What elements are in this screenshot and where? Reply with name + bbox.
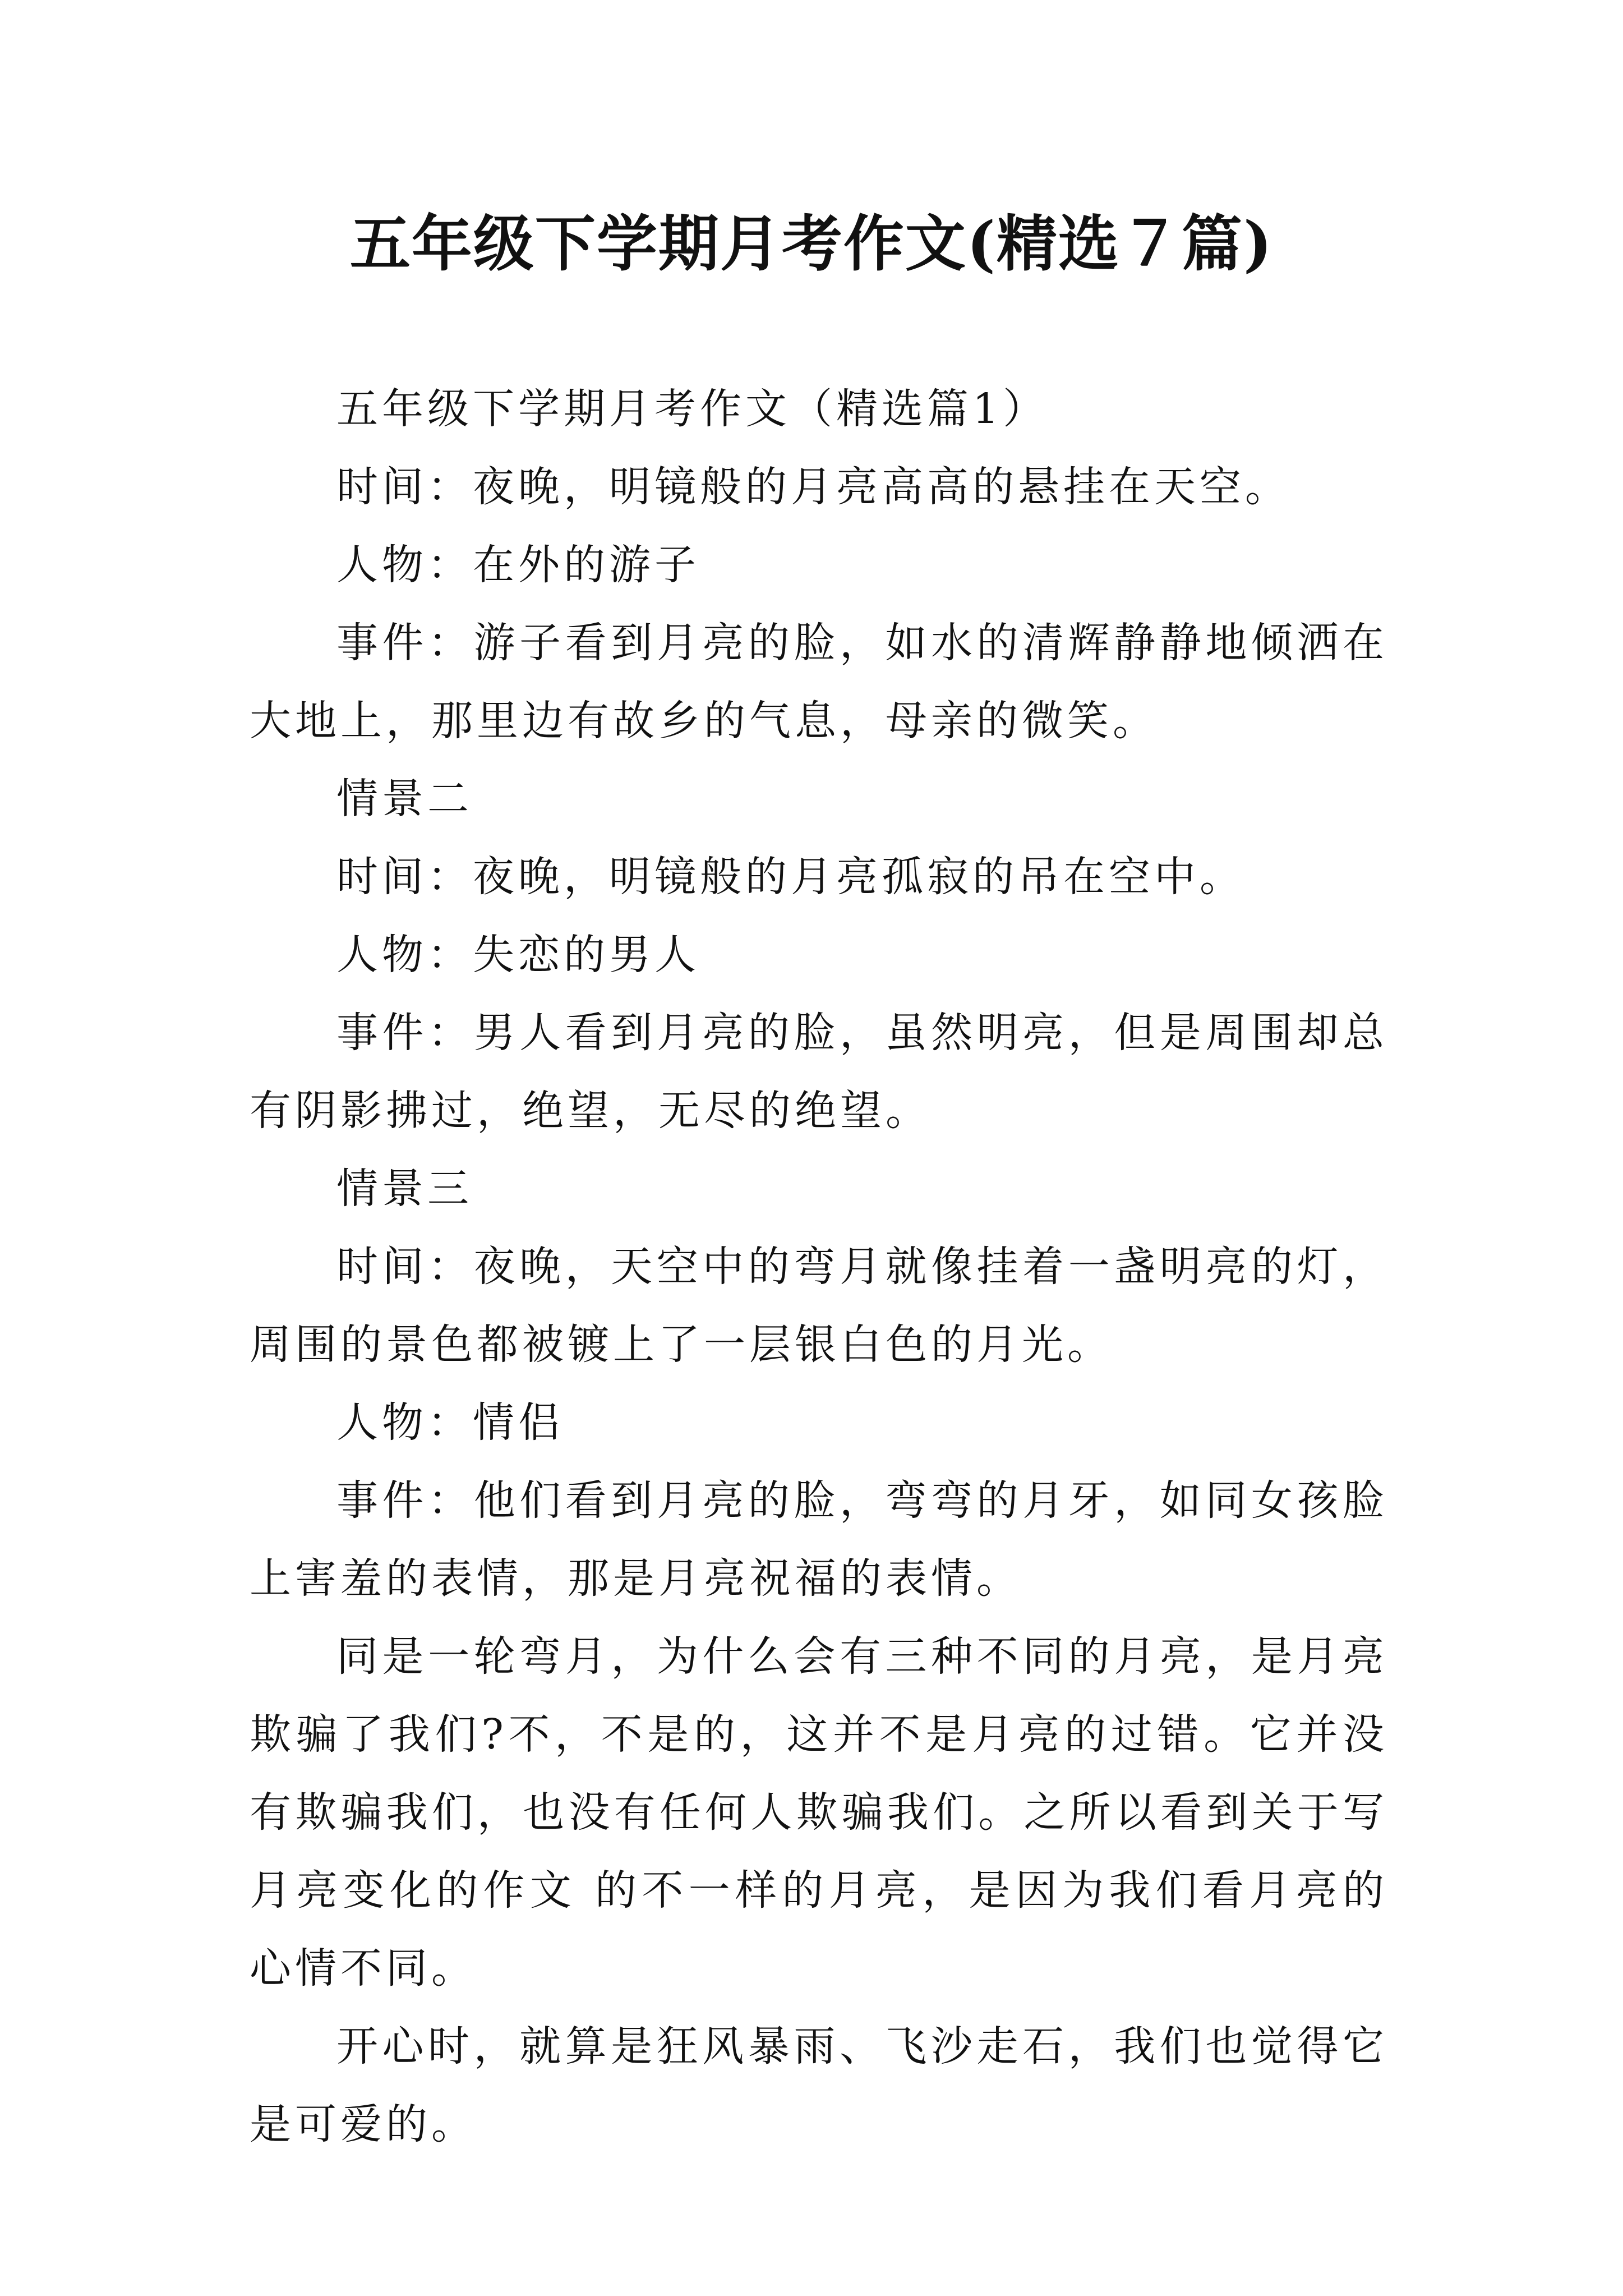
closing-paragraph: 开心时，就算是狂风暴雨、飞沙走石，我们也觉得它是可爱的。 (250, 2022, 1388, 2148)
scene-one-event: 事件：游子看到月亮的脸，如水的清辉静静地倾洒在大地上，那里边有故乡的气息，母亲的微笑。 (250, 619, 1388, 745)
scene-two-character: 人物：失恋的男人 (336, 931, 700, 979)
scene-one-time: 时间：夜晚，明镜般的月亮高高的悬挂在天空。 (336, 463, 1290, 511)
essay-heading: 五年级下学期月考作文（精选篇1） (336, 385, 1049, 433)
scene-two-event: 事件：男人看到月亮的脸，虽然明亮，但是周围却总有阴影拂过，绝望，无尽的绝望。 (250, 1009, 1388, 1135)
scene-three-character: 人物：情侣 (336, 1398, 564, 1447)
document-title: 五年级下学期月考作文(精选７篇) (349, 209, 1274, 279)
scene-three-event: 事件：他们看到月亮的脸，弯弯的月牙，如同女孩脸上害羞的表情，那是月亮祝福的表情。 (250, 1476, 1388, 1603)
scene-two-time: 时间：夜晚，明镜般的月亮孤寂的吊在空中。 (336, 853, 1245, 901)
document-body (250, 370, 1388, 2164)
scene-three-time: 时间：夜晚，天空中的弯月就像挂着一盏明亮的灯，周围的景色都被镀上了一层银白色的月光。 (250, 1243, 1388, 1369)
scene-three-heading: 情景三 (336, 1165, 473, 1213)
reflection-paragraph: 同是一轮弯月，为什么会有三种不同的月亮，是月亮欺骗了我们?不，不是的，这并不是月亮的过错。它并没有欺骗我们，也没有任何人欺骗我们。之所以看到关于写月亮变化的作文 的不一样的月亮，是因为我们看月亮的心情不同。 (250, 1632, 1388, 1993)
scene-one-character: 人物：在外的游子 (336, 541, 700, 589)
scene-two-heading: 情景二 (336, 775, 473, 823)
